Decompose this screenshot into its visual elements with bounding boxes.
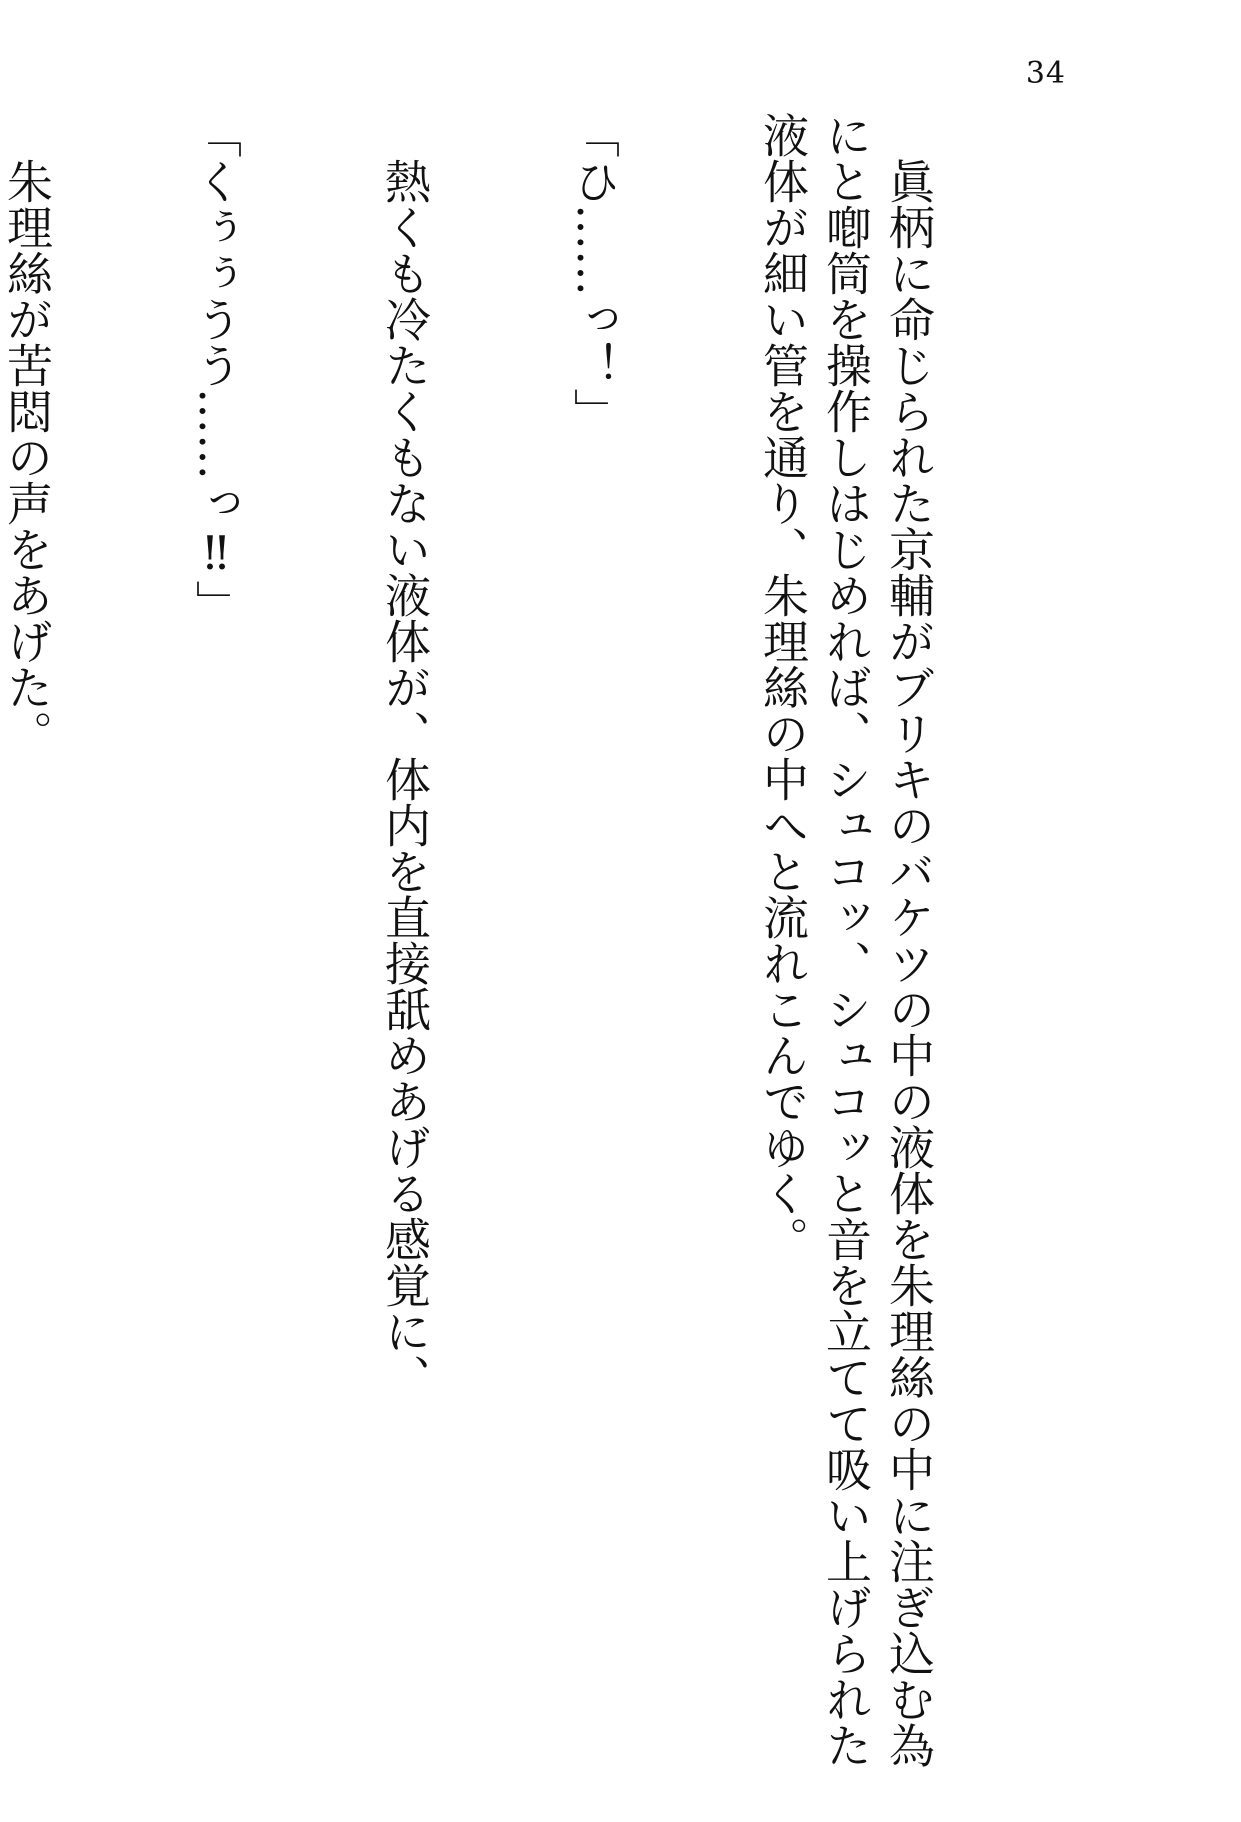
body-text [0, 112, 1066, 1768]
page-number: 34 [1025, 56, 1066, 91]
paragraph-1: 眞柄に命じられた京輔がブリキのバケツの中の液体を朱理絲の中に注ぎ込む為 にと喞筒を操作しはじめれば、シュコッ、シュコッと音を立てて吸い上げられた 液体が細い管を通り、朱理絲の中へと流れこんでゆく。 [756, 112, 936, 1768]
paragraph-5: 朱理絲が苦悶の声をあげた。 [0, 112, 54, 756]
paragraph-3: 熱くも冷たくもない液体が、体内を直接舐めあげる感覚に、 [378, 112, 432, 1400]
paragraph-2: 「ひ……っ！」 [567, 112, 621, 434]
paragraph-4: 「くぅぅうう……っ‼」 [189, 112, 243, 626]
